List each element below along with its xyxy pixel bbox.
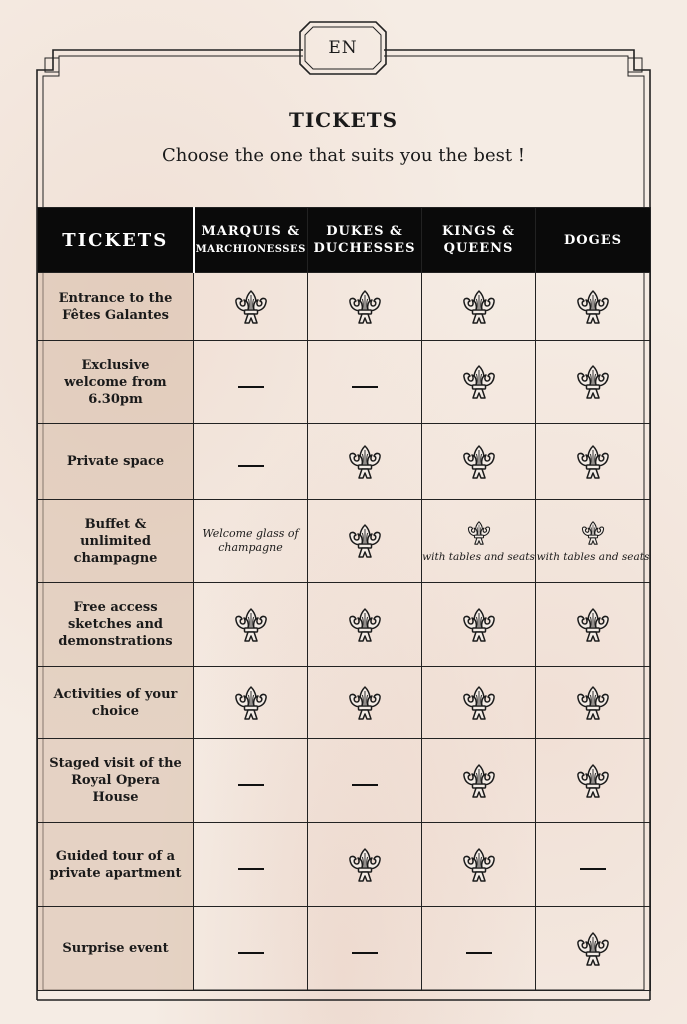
fleur-de-lys-icon (345, 845, 385, 885)
header-label-line1: DUKES & (326, 224, 403, 239)
ticket-cell (194, 823, 308, 907)
dash-icon (238, 952, 264, 954)
fleur-de-lys-icon (345, 683, 385, 723)
fleur-de-lys-icon (459, 362, 499, 402)
header-label-line1: KINGS & (441, 224, 515, 239)
header-column-2 (422, 208, 536, 273)
ticket-cell (536, 341, 651, 424)
dash-icon (580, 868, 606, 870)
fleur-de-lys-icon (573, 362, 613, 402)
dash-icon (352, 386, 378, 388)
ticket-cell (536, 907, 651, 991)
ticket-cell (422, 424, 536, 500)
ticket-cell (422, 667, 536, 739)
dash-icon (238, 784, 264, 786)
header-corner-label: TICKETS (38, 208, 194, 273)
cell-note: with tables and seats (536, 550, 650, 563)
feature-label: Entrance to the Fêtes Galantes (38, 273, 194, 341)
table-body (38, 273, 651, 991)
fleur-de-lys-icon (573, 442, 613, 482)
ticket-cell (422, 273, 536, 341)
feature-label: Private space (38, 424, 194, 500)
table-row (38, 341, 651, 424)
dash-icon (238, 868, 264, 870)
table-row (38, 273, 651, 341)
fleur-de-lys-icon (231, 605, 271, 645)
fleur-de-lys-icon (459, 287, 499, 327)
fleur-de-lys-icon (345, 442, 385, 482)
ticket-cell (194, 500, 308, 583)
table-row (38, 739, 651, 823)
ticket-cell (308, 583, 422, 667)
ticket-cell (194, 273, 308, 341)
ticket-cell (422, 907, 536, 991)
header-label-line1: MARQUIS & (201, 223, 301, 239)
ticket-cell (308, 500, 422, 583)
feature-label: Staged visit of the Royal Opera House (38, 739, 194, 823)
ticket-cell (194, 667, 308, 739)
header-label-line2: DUCHESSES (313, 241, 416, 256)
fleur-de-lys-icon (345, 287, 385, 327)
ticket-cell (422, 341, 536, 424)
ticket-cell (308, 341, 422, 424)
ticket-cell (308, 273, 422, 341)
ticket-cell (194, 739, 308, 823)
fleur-de-lys-icon (231, 287, 271, 327)
ticket-cell (308, 823, 422, 907)
table-row (38, 907, 651, 991)
ticket-cell (194, 341, 308, 424)
feature-label: Exclusive welcome from 6.30pm (38, 341, 194, 424)
ticket-cell (194, 583, 308, 667)
ticket-cell (536, 500, 651, 583)
ticket-cell (308, 739, 422, 823)
table-row (38, 424, 651, 500)
header-label-line2: QUEENS (443, 241, 514, 256)
ticket-cell (536, 667, 651, 739)
fleur-de-lys-icon (459, 761, 499, 801)
ticket-cell (536, 424, 651, 500)
ticket-cell (422, 500, 536, 583)
fleur-de-lys-icon (345, 605, 385, 645)
fleur-de-lys-icon (231, 683, 271, 723)
table-header-row (38, 208, 651, 273)
fleur-de-lys-icon (573, 605, 613, 645)
ticket-cell (422, 739, 536, 823)
ticket-cell (308, 667, 422, 739)
ticket-cell (536, 739, 651, 823)
feature-label: Surprise event (38, 907, 194, 991)
ticket-cell (422, 823, 536, 907)
ticket-cell (194, 907, 308, 991)
fleur-de-lys-icon (573, 287, 613, 327)
fleur-de-lys-icon (573, 683, 613, 723)
fleur-de-lys-icon (579, 519, 607, 547)
feature-label: Buffet & unlimited champagne (38, 500, 194, 583)
table-row (38, 583, 651, 667)
page-subtitle: Choose the one that suits you the best ! (161, 145, 526, 166)
dash-icon (352, 952, 378, 954)
ticket-cell (536, 823, 651, 907)
fleur-de-lys-icon (459, 442, 499, 482)
header-column-0 (194, 208, 308, 273)
feature-label: Activities of your choice (38, 667, 194, 739)
fleur-de-lys-icon (573, 929, 613, 969)
dash-icon (238, 465, 264, 467)
language-selector[interactable]: EN (328, 38, 358, 58)
ticket-comparison-table (37, 207, 651, 991)
ticket-cell (536, 273, 651, 341)
ticket-cell (308, 424, 422, 500)
fleur-de-lys-icon (465, 519, 493, 547)
cell-note: Welcome glass of champagne (202, 527, 299, 554)
ticket-cell (194, 424, 308, 500)
fleur-de-lys-icon (345, 521, 385, 561)
table-row (38, 667, 651, 739)
ticket-cell (536, 583, 651, 667)
dash-icon (352, 784, 378, 786)
fleur-de-lys-icon (459, 683, 499, 723)
header-column-3 (536, 208, 651, 273)
feature-label: Guided tour of a private apartment (38, 823, 194, 907)
ticket-cell (422, 583, 536, 667)
dash-icon (238, 386, 264, 388)
table-row (38, 500, 651, 583)
cell-note: with tables and seats (422, 550, 535, 563)
ticket-cell (308, 907, 422, 991)
fleur-de-lys-icon (459, 605, 499, 645)
fleur-de-lys-icon (573, 761, 613, 801)
dash-icon (466, 952, 492, 954)
header-label-line2: MARCHIONESSES (195, 243, 306, 255)
header-label-line1: DOGES (564, 232, 622, 248)
fleur-de-lys-icon (459, 845, 499, 885)
header-column-1 (308, 208, 422, 273)
table-row (38, 823, 651, 907)
page-title: TICKETS (288, 108, 399, 132)
feature-label: Free access sketches and demonstrations (38, 583, 194, 667)
